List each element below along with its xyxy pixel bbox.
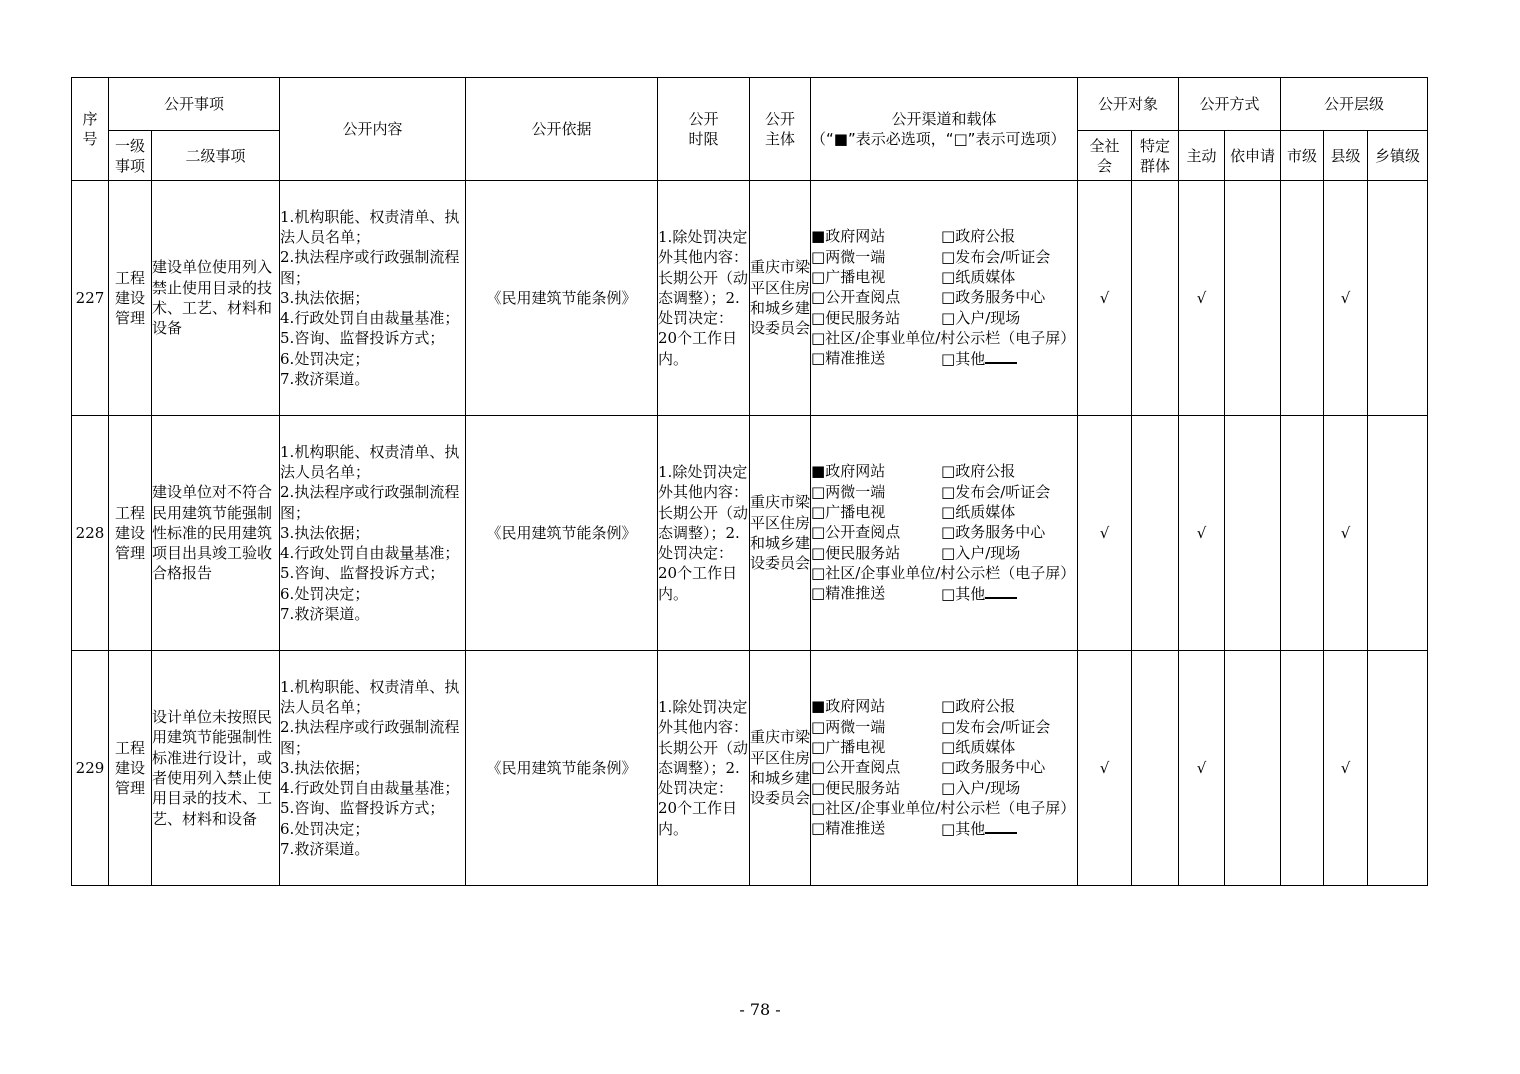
blank-line	[985, 818, 1017, 834]
channel-option: □广播电视	[811, 738, 886, 757]
row-time-limit: 1.除处罚决定外其他内容：长期公开（动态调整）；2.处罚决定：20个工作日内。	[658, 416, 750, 651]
header-content: 公开内容	[280, 78, 466, 181]
channel-option: □精准推送	[811, 819, 886, 838]
level1-text: 工程	[114, 503, 145, 522]
channel-option: □公开查阅点	[811, 758, 901, 777]
row-level2: 设计单位未按照民用建筑节能强制性标准进行设计，或者使用列入禁止使用目录的技术、工艺、材料和设备	[152, 651, 280, 886]
row-seq: 229	[72, 651, 109, 886]
table-row	[72, 651, 1428, 886]
channel-option: ■政府网站	[811, 462, 886, 481]
channel-option: □政府公报	[941, 462, 1016, 481]
channel-grid-last	[811, 583, 1077, 604]
header-target-specific-a: 特定	[1140, 136, 1171, 155]
row-subject: 重庆市梁平区住房和城乡建设委员会	[750, 416, 811, 651]
content-line: 2.执法程序或行政强制流程图；	[280, 248, 460, 287]
channel-option: □公开查阅点	[811, 523, 901, 542]
content-line: 2.执法程序或行政强制流程图；	[280, 718, 460, 757]
channel-option-other	[941, 818, 1077, 839]
content-line: 7.救济渠道。	[280, 605, 370, 624]
header-level1	[109, 131, 152, 181]
row-content	[280, 416, 466, 651]
channel-option: □纸质媒体	[941, 503, 1016, 522]
header-target: 公开对象	[1078, 78, 1179, 131]
header-target-specific	[1132, 131, 1179, 181]
header-basis: 公开依据	[466, 78, 658, 181]
channel-option: □公开查阅点	[811, 288, 901, 307]
channel-option: □广播电视	[811, 503, 886, 522]
channel-option: □精准推送	[811, 349, 886, 368]
channel-option: □便民服务站	[811, 308, 901, 327]
content-line: 5.咨询、监督投诉方式；	[280, 799, 445, 818]
row-seq: 227	[72, 181, 109, 416]
header-seq-a: 序	[82, 110, 98, 128]
level1-text: 建设	[114, 288, 145, 307]
channel-option-other	[941, 348, 1077, 369]
level1-text: 工程	[114, 268, 145, 287]
row-mode-request	[1225, 651, 1281, 886]
row-mode-active: √	[1179, 416, 1225, 651]
content-line: 2.执法程序或行政强制流程图；	[280, 483, 460, 522]
row-level-city	[1281, 181, 1324, 416]
row-mode-request	[1225, 181, 1281, 416]
content-line: 7.救济渠道。	[280, 840, 370, 859]
content-line: 1.机构职能、权责清单、执法人员名单；	[280, 677, 460, 716]
page-number: - 78 -	[739, 1000, 781, 1019]
row-level-town	[1368, 181, 1428, 416]
level1-text: 工程	[114, 738, 145, 757]
content-line: 6.处罚决定；	[280, 819, 370, 838]
level1-text: 建设	[114, 758, 145, 777]
header-target-all-b: 会	[1097, 156, 1113, 175]
row-level-town	[1368, 651, 1428, 886]
row-level-county: √	[1324, 416, 1368, 651]
channel-option: □政府公报	[941, 227, 1016, 246]
header-level1-a: 一级	[114, 136, 145, 155]
channel-option: □两微一端	[811, 247, 886, 266]
content-line: 4.行政处罚自由裁量基准；	[280, 779, 460, 798]
content-line: 7.救济渠道。	[280, 370, 370, 389]
table-row	[72, 416, 1428, 651]
row-mode-active: √	[1179, 651, 1225, 886]
row-target-all: √	[1078, 416, 1132, 651]
channel-option: □发布会/听证会	[941, 717, 1051, 736]
channel-option: □入户/现场	[941, 543, 1021, 562]
header-seq	[72, 78, 109, 181]
table-body	[72, 181, 1428, 886]
row-level2: 建设单位对不符合民用建筑节能强制性标准的民用建筑项目出具竣工验收合格报告	[152, 416, 280, 651]
channel-other-label: □其他	[941, 350, 986, 369]
header-time-limit-a: 公开	[688, 110, 719, 128]
header-item-group: 公开事项	[109, 78, 280, 131]
content-line: 5.咨询、监督投诉方式；	[280, 329, 445, 348]
row-level1	[109, 651, 152, 886]
header-subject-b: 主体	[765, 130, 796, 148]
channel-grid-last	[811, 348, 1077, 369]
row-target-specific	[1132, 181, 1179, 416]
channel-option: □便民服务站	[811, 543, 901, 562]
header-target-all	[1078, 131, 1132, 181]
channel-option: □发布会/听证会	[941, 482, 1051, 501]
row-subject: 重庆市梁平区住房和城乡建设委员会	[750, 651, 811, 886]
header-level2: 二级事项	[152, 131, 280, 181]
row-level-town	[1368, 416, 1428, 651]
channel-option: ■政府网站	[811, 697, 886, 716]
row-mode-request	[1225, 416, 1281, 651]
disclosure-table	[71, 77, 1428, 886]
channel-option: □纸质媒体	[941, 268, 1016, 287]
blank-line	[985, 348, 1017, 364]
content-line: 6.处罚决定；	[280, 349, 370, 368]
channel-other-label: □其他	[941, 585, 986, 604]
channel-option-other	[941, 583, 1077, 604]
header-target-all-a: 全社	[1089, 136, 1120, 155]
header-time-limit-b: 时限	[688, 130, 719, 148]
row-time-limit: 1.除处罚决定外其他内容：长期公开（动态调整）；2.处罚决定：20个工作日内。	[658, 651, 750, 886]
header-mode: 公开方式	[1179, 78, 1281, 131]
header-subject-a: 公开	[765, 110, 796, 128]
row-level-county: √	[1324, 181, 1368, 416]
channel-option: □两微一端	[811, 482, 886, 501]
channel-option-wide: □社区/企事业单位/村公示栏（电子屏）	[811, 798, 1076, 817]
channel-option: □广播电视	[811, 268, 886, 287]
header-time-limit	[658, 78, 750, 181]
header-channel-note: （“■”表示必选项，“□”表示可选项）	[811, 130, 1066, 148]
channel-option: □便民服务站	[811, 778, 901, 797]
channel-option: □入户/现场	[941, 308, 1021, 327]
channel-grid	[811, 461, 1077, 562]
row-level-city	[1281, 651, 1324, 886]
row-target-all: √	[1078, 651, 1132, 886]
row-content	[280, 181, 466, 416]
header-channel	[811, 78, 1078, 181]
row-mode-active: √	[1179, 181, 1225, 416]
channel-option: □纸质媒体	[941, 738, 1016, 757]
content-line: 6.处罚决定；	[280, 584, 370, 603]
header-mode-request: 依申请	[1225, 131, 1281, 181]
table-row	[72, 181, 1428, 416]
channel-option: □政府公报	[941, 697, 1016, 716]
blank-line	[985, 583, 1017, 599]
channel-other-label: □其他	[941, 820, 986, 839]
row-target-specific	[1132, 651, 1179, 886]
header-level1-b: 事项	[114, 156, 145, 175]
row-basis: 《民用建筑节能条例》	[466, 651, 658, 886]
content-line: 3.执法依据；	[280, 758, 370, 777]
header-mode-active: 主动	[1179, 131, 1225, 181]
header-level: 公开层级	[1281, 78, 1428, 131]
row-level1	[109, 181, 152, 416]
row-level1	[109, 416, 152, 651]
header-target-specific-b: 群体	[1140, 156, 1171, 175]
content-line: 4.行政处罚自由裁量基准；	[280, 544, 460, 563]
channel-option: □政务服务中心	[941, 523, 1046, 542]
channel-grid-last	[811, 818, 1077, 839]
header-level-county: 县级	[1324, 131, 1368, 181]
row-seq: 228	[72, 416, 109, 651]
row-level-city	[1281, 416, 1324, 651]
row-level2: 建设单位使用列入禁止使用目录的技术、工艺、材料和设备	[152, 181, 280, 416]
level1-text: 管理	[114, 779, 145, 798]
row-subject: 重庆市梁平区住房和城乡建设委员会	[750, 181, 811, 416]
row-channels	[811, 651, 1078, 886]
header-level-town: 乡镇级	[1368, 131, 1428, 181]
row-channels	[811, 181, 1078, 416]
channel-grid	[811, 696, 1077, 797]
row-basis: 《民用建筑节能条例》	[466, 181, 658, 416]
channel-option-wide: □社区/企事业单位/村公示栏（电子屏）	[811, 563, 1076, 582]
channel-option: □入户/现场	[941, 778, 1021, 797]
content-line: 1.机构职能、权责清单、执法人员名单；	[280, 442, 460, 481]
channel-option: □精准推送	[811, 584, 886, 603]
level1-text: 管理	[114, 309, 145, 328]
content-line: 3.执法依据；	[280, 523, 370, 542]
level1-text: 建设	[114, 523, 145, 542]
row-content	[280, 651, 466, 886]
channel-option: ■政府网站	[811, 227, 886, 246]
channel-option-wide: □社区/企事业单位/村公示栏（电子屏）	[811, 328, 1076, 347]
channel-option: □发布会/听证会	[941, 247, 1051, 266]
row-channels	[811, 416, 1078, 651]
channel-option: □政务服务中心	[941, 758, 1046, 777]
channel-grid	[811, 226, 1077, 327]
content-line: 4.行政处罚自由裁量基准；	[280, 309, 460, 328]
content-line: 3.执法依据；	[280, 288, 370, 307]
row-level-county: √	[1324, 651, 1368, 886]
channel-option: □政务服务中心	[941, 288, 1046, 307]
row-target-all: √	[1078, 181, 1132, 416]
channel-option: □两微一端	[811, 717, 886, 736]
header-level-city: 市级	[1281, 131, 1324, 181]
content-line: 5.咨询、监督投诉方式；	[280, 564, 445, 583]
level1-text: 管理	[114, 544, 145, 563]
header-subject	[750, 78, 811, 181]
row-target-specific	[1132, 416, 1179, 651]
header-seq-b: 号	[82, 130, 98, 148]
header-channel-title: 公开渠道和载体	[891, 110, 997, 128]
row-basis: 《民用建筑节能条例》	[466, 416, 658, 651]
content-line: 1.机构职能、权责清单、执法人员名单；	[280, 207, 460, 246]
row-time-limit: 1.除处罚决定外其他内容：长期公开（动态调整）；2.处罚决定：20个工作日内。	[658, 181, 750, 416]
